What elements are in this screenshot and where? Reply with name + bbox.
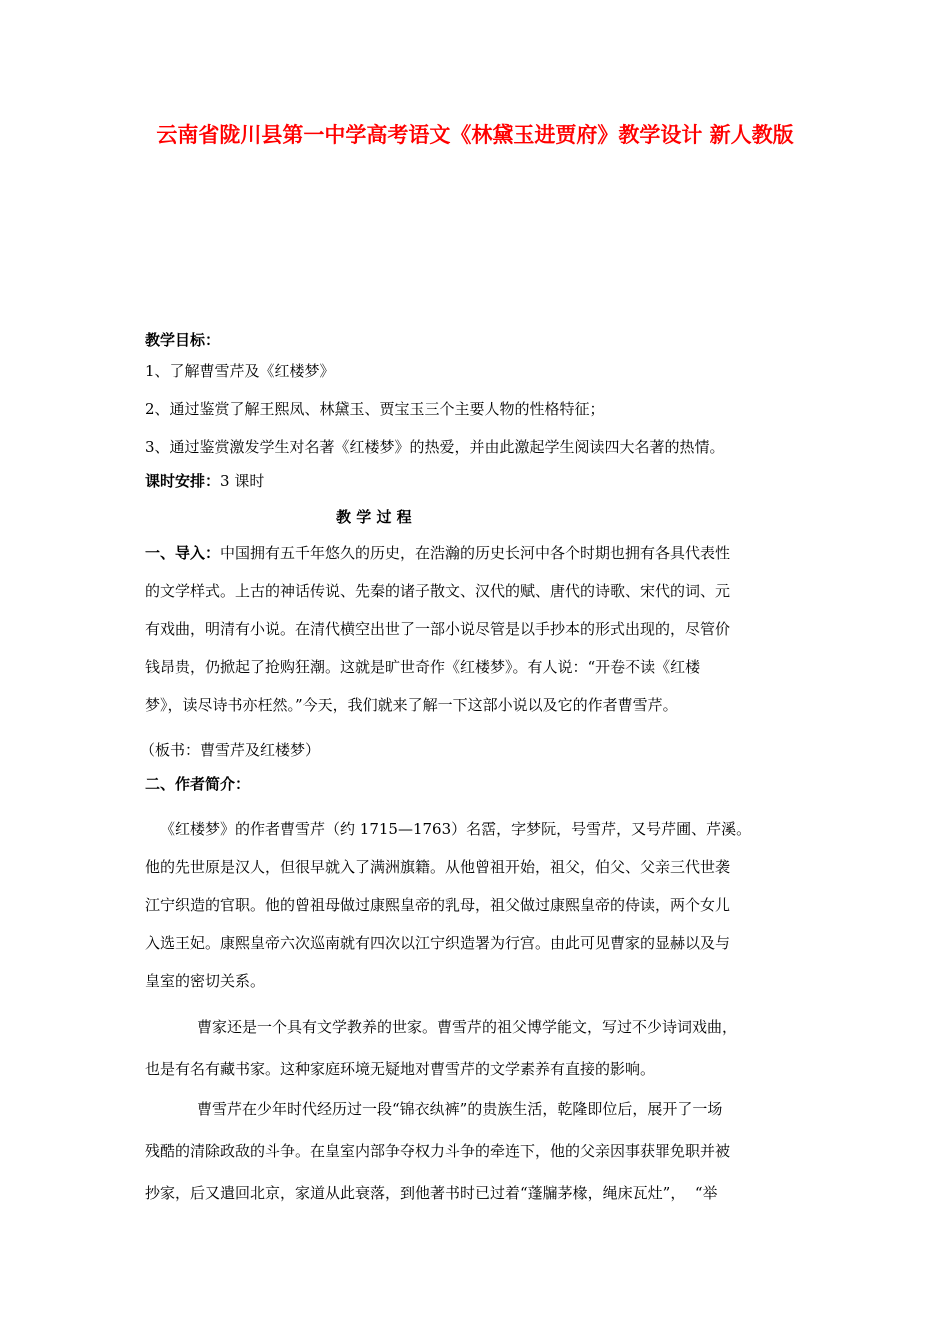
para-line: 抄家，后又遣回北京，家道从此衰落，到他著书时已过着“蓬牖茅椽，绳床瓦灶”， “举 bbox=[145, 1184, 718, 1202]
process-heading: 教 学 过 程 bbox=[336, 508, 412, 526]
intro-line: 梦》，读尽诗书亦枉然。”今天，我们就来了解一下这部小说以及它的作者曹雪芹。 bbox=[145, 696, 678, 714]
goals-list bbox=[145, 352, 815, 466]
goal-item: 2、通过鉴赏了解王熙凤、林黛玉、贾宝玉三个主要人物的性格特征； bbox=[145, 400, 605, 418]
goal-item: 3、通过鉴赏激发学生对名著《红楼梦》的热爱，并由此激起学生阅读四大名著的热情。 bbox=[145, 438, 725, 456]
para-line: 皇室的密切关系。 bbox=[145, 972, 266, 990]
intro-line: 有戏曲，明清有小说。在清代横空出世了一部小说尽管是以手抄本的形式出现的，尽管价 bbox=[145, 620, 731, 638]
para-line: 曹雪芹在少年时代经历过一段“锦衣纨裤”的贵族生活，乾隆即位后，展开了一场 bbox=[197, 1100, 723, 1118]
goals-heading: 教学目标： bbox=[145, 331, 221, 349]
intro-line: 的文学样式。上古的神话传说、先秦的诸子散文、汉代的赋、唐代的诗歌、宋代的词、元 bbox=[145, 582, 731, 600]
para-line: 曹家还是一个具有文学教养的世家。曹雪芹的祖父博学能文，写过不少诗词戏曲， bbox=[197, 1018, 738, 1036]
author-para-3 bbox=[145, 1088, 815, 1214]
para-line: 《红楼梦》的作者曹雪芹（约 1715—1763）名霑，字梦阮，号雪芹，又号芹圃、芹溪。 bbox=[160, 820, 752, 838]
schedule-value: 3 课时 bbox=[220, 472, 265, 490]
author-para-2 bbox=[145, 1006, 815, 1090]
intro-label: 一、导入： bbox=[145, 544, 221, 562]
page-title: 云南省陇川县第一中学高考语文《林黛玉进贾府》教学设计 新人教版 bbox=[156, 123, 794, 147]
para-line: 他的先世原是汉人，但很早就入了满洲旗籍。从他曾祖开始，祖父，伯父、父亲三代世袭 bbox=[145, 858, 731, 876]
schedule-label: 课时安排： bbox=[145, 472, 221, 490]
para-line: 也是有名有藏书家。这种家庭环境无疑地对曹雪芹的文学素养有直接的影响。 bbox=[145, 1060, 656, 1078]
goal-item: 1、了解曹雪芹及《红楼梦》 bbox=[145, 362, 335, 380]
intro-section bbox=[145, 534, 815, 724]
board-note: （板书：曹雪芹及红楼梦） bbox=[140, 741, 321, 759]
intro-line: 钱昂贵，仍掀起了抢购狂潮。这就是旷世奇作《红楼梦》。有人说：“开卷不读《红楼 bbox=[145, 658, 701, 676]
author-para-1 bbox=[145, 810, 815, 1000]
para-line: 残酷的清除政敌的斗争。在皇室内部争夺权力斗争的牵连下，他的父亲因事获罪免职并被 bbox=[145, 1142, 731, 1160]
para-line: 入选王妃。康熙皇帝六次巡南就有四次以江宁织造署为行宫。由此可见曹家的显赫以及与 bbox=[145, 934, 731, 952]
author-heading: 二、作者简介： bbox=[145, 775, 251, 793]
schedule-line bbox=[145, 462, 815, 500]
para-line: 江宁织造的官职。他的曾祖母做过康熙皇帝的乳母，祖父做过康熙皇帝的侍读，两个女儿 bbox=[145, 896, 731, 914]
intro-line: 一、导入：中国拥有五千年悠久的历史，在浩瀚的历史长河中各个时期也拥有各具代表性 bbox=[145, 544, 731, 562]
